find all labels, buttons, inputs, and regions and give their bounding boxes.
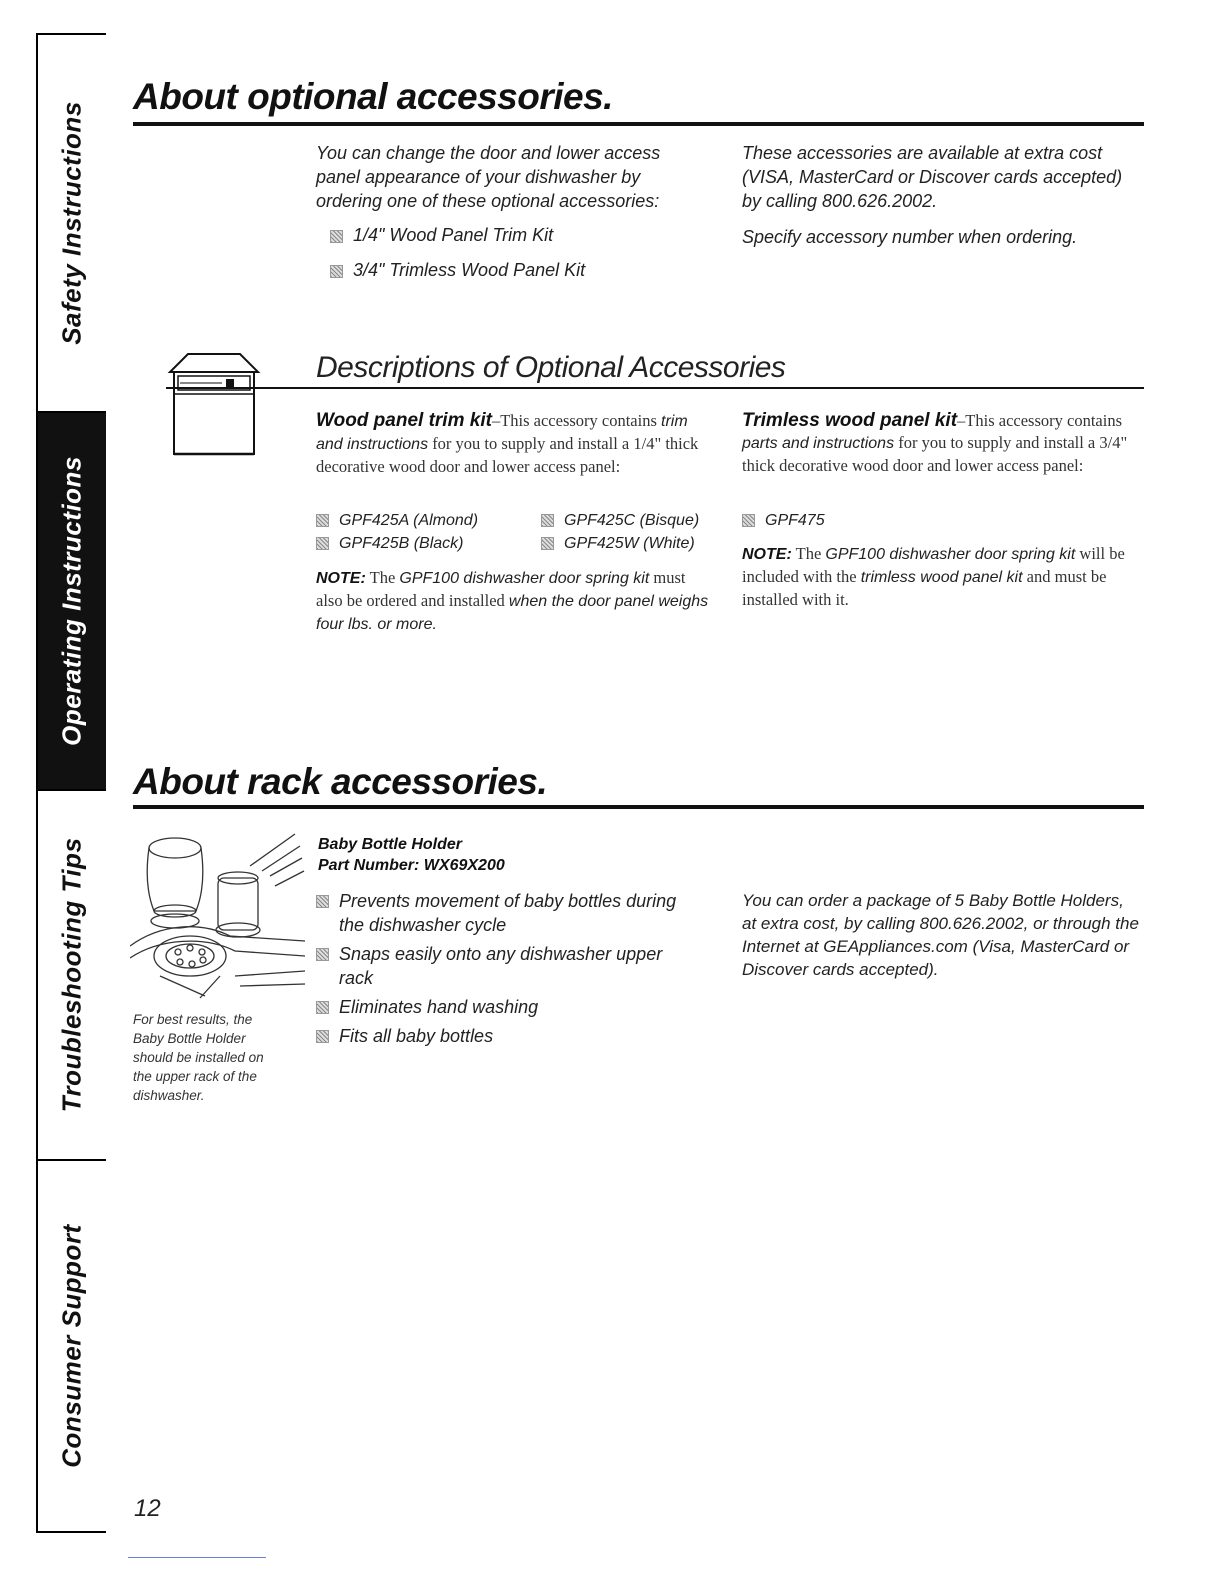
rack-order-text: You can order a package of 5 Baby Bottle Holders, at extra cost, by calling 800.626.2002, or through the Internet at GEAppliances.com (Visa, MasterCard or Discover cards accepted). (742, 891, 1139, 979)
wood-panel-name: Wood panel trim kit (316, 410, 492, 431)
note-emph: GPF100 dishwasher door spring kit (399, 570, 650, 587)
bullet-icon (330, 230, 343, 243)
descriptions-heading: Descriptions of Optional Accessories (316, 351, 786, 384)
bullet-text: Prevents movement of baby bottles during the dishwasher cycle (339, 891, 677, 935)
trimless-panel-name: Trimless wood panel kit (742, 410, 958, 431)
note-emph: trimless wood panel kit (860, 569, 1023, 586)
note-text: must also be ordered and installed (316, 568, 686, 610)
note-text: The (369, 568, 396, 587)
product-name: Baby Bottle Holder (318, 836, 463, 853)
descriptions-rule (166, 387, 1144, 389)
part-number: Part Number: WX69X200 (318, 857, 505, 874)
trimless-panel-emph: parts and instructions (742, 435, 895, 452)
tab-label: Troubleshooting Tips (56, 837, 87, 1113)
trimless-panel-description (742, 410, 1147, 477)
section-tabs (36, 33, 106, 1533)
dishwasher-illustration (166, 352, 262, 456)
title-rule (133, 805, 1144, 809)
list-item (316, 889, 701, 937)
model-item (316, 509, 478, 533)
optional-cost-text: These accessories are available at extra cost (VISA, MasterCard or Discover cards accepted) by calling 800.626.2002. (742, 143, 1123, 211)
tab-label: Operating Instructions (56, 456, 87, 746)
bullet-text: Snaps easily onto any dishwasher upper rack (339, 944, 663, 988)
optional-accessories-title: About optional accessories. (133, 76, 613, 117)
page-number: 12 (134, 1495, 161, 1522)
optional-specify-text: Specify accessory number when ordering. (742, 227, 1078, 247)
list-item (316, 995, 701, 1019)
model-item (742, 509, 825, 533)
bullet-icon (316, 514, 329, 527)
model-text: GPF425B (Black) (339, 535, 464, 552)
bullet-icon (330, 265, 343, 278)
wood-panel-emph: trim and instructions (316, 413, 688, 453)
bullet-icon (316, 948, 329, 961)
note-text: and must be installed with it. (742, 567, 1107, 609)
wood-panel-body: for you to supply and install a 1/4" thick decorative wood door and lower access panel: (316, 434, 699, 476)
model-text: GPF425C (Bisque) (564, 512, 700, 529)
model-item (541, 509, 699, 533)
note-text: The (795, 544, 822, 563)
trimless-panel-dash-text: –This accessory contains (957, 411, 1122, 430)
trimless-panel-body: for you to supply and install a 3/4" thick decorative wood door and lower access panel: (742, 433, 1128, 475)
model-item (541, 532, 695, 556)
bullet-icon (541, 537, 554, 550)
tab-operating-instructions[interactable] (38, 411, 106, 789)
bullet-icon (316, 895, 329, 908)
bullet-icon (316, 1001, 329, 1014)
rack-bullets (316, 889, 701, 1053)
trimless-panel-note (742, 543, 1142, 611)
optional-item (330, 258, 585, 282)
bullet-text: Eliminates hand washing (339, 997, 539, 1017)
illustration-caption: For best results, the Baby Bottle Holder should be installed on the upper rack of the dishwasher. (133, 1012, 264, 1103)
tab-troubleshooting-tips[interactable] (38, 789, 106, 1159)
wood-panel-description (316, 410, 711, 478)
model-text: GPF475 (765, 512, 825, 529)
footer-line (128, 1557, 266, 1558)
optional-item-text: 3/4" Trimless Wood Panel Kit (353, 260, 586, 280)
wood-panel-note (316, 567, 711, 636)
note-emph: GPF100 dishwasher door spring kit (825, 546, 1076, 563)
list-item (316, 1024, 701, 1048)
bullet-icon (316, 1030, 329, 1043)
tab-label: Consumer Support (56, 1224, 87, 1468)
model-text: GPF425W (White) (564, 535, 695, 552)
optional-intro: You can change the door and lower access panel appearance of your dishwasher by ordering one of these optional accessories: (316, 143, 661, 211)
tab-safety-instructions[interactable] (38, 35, 106, 411)
model-text: GPF425A (Almond) (339, 512, 479, 529)
list-item (316, 942, 701, 990)
optional-item (330, 223, 553, 247)
tab-consumer-support[interactable] (38, 1159, 106, 1531)
model-item (316, 532, 463, 556)
baby-bottle-holder-illustration (130, 826, 305, 1006)
bullet-icon (541, 514, 554, 527)
title-rule (133, 122, 1144, 126)
note-emph: when the door panel weighs four lbs. or more. (316, 593, 709, 633)
note-label: NOTE: (742, 546, 792, 563)
bullet-icon (316, 537, 329, 550)
rack-accessories-title: About rack accessories. (133, 761, 548, 802)
wood-panel-dash-text: –This accessory contains (491, 411, 657, 430)
note-text: will be included with the (742, 544, 1125, 586)
optional-item-text: 1/4" Wood Panel Trim Kit (353, 225, 554, 245)
note-label: NOTE: (316, 570, 366, 587)
bullet-icon (742, 514, 755, 527)
tab-label: Safety Instructions (56, 101, 87, 345)
bullet-text: Fits all baby bottles (339, 1026, 494, 1046)
